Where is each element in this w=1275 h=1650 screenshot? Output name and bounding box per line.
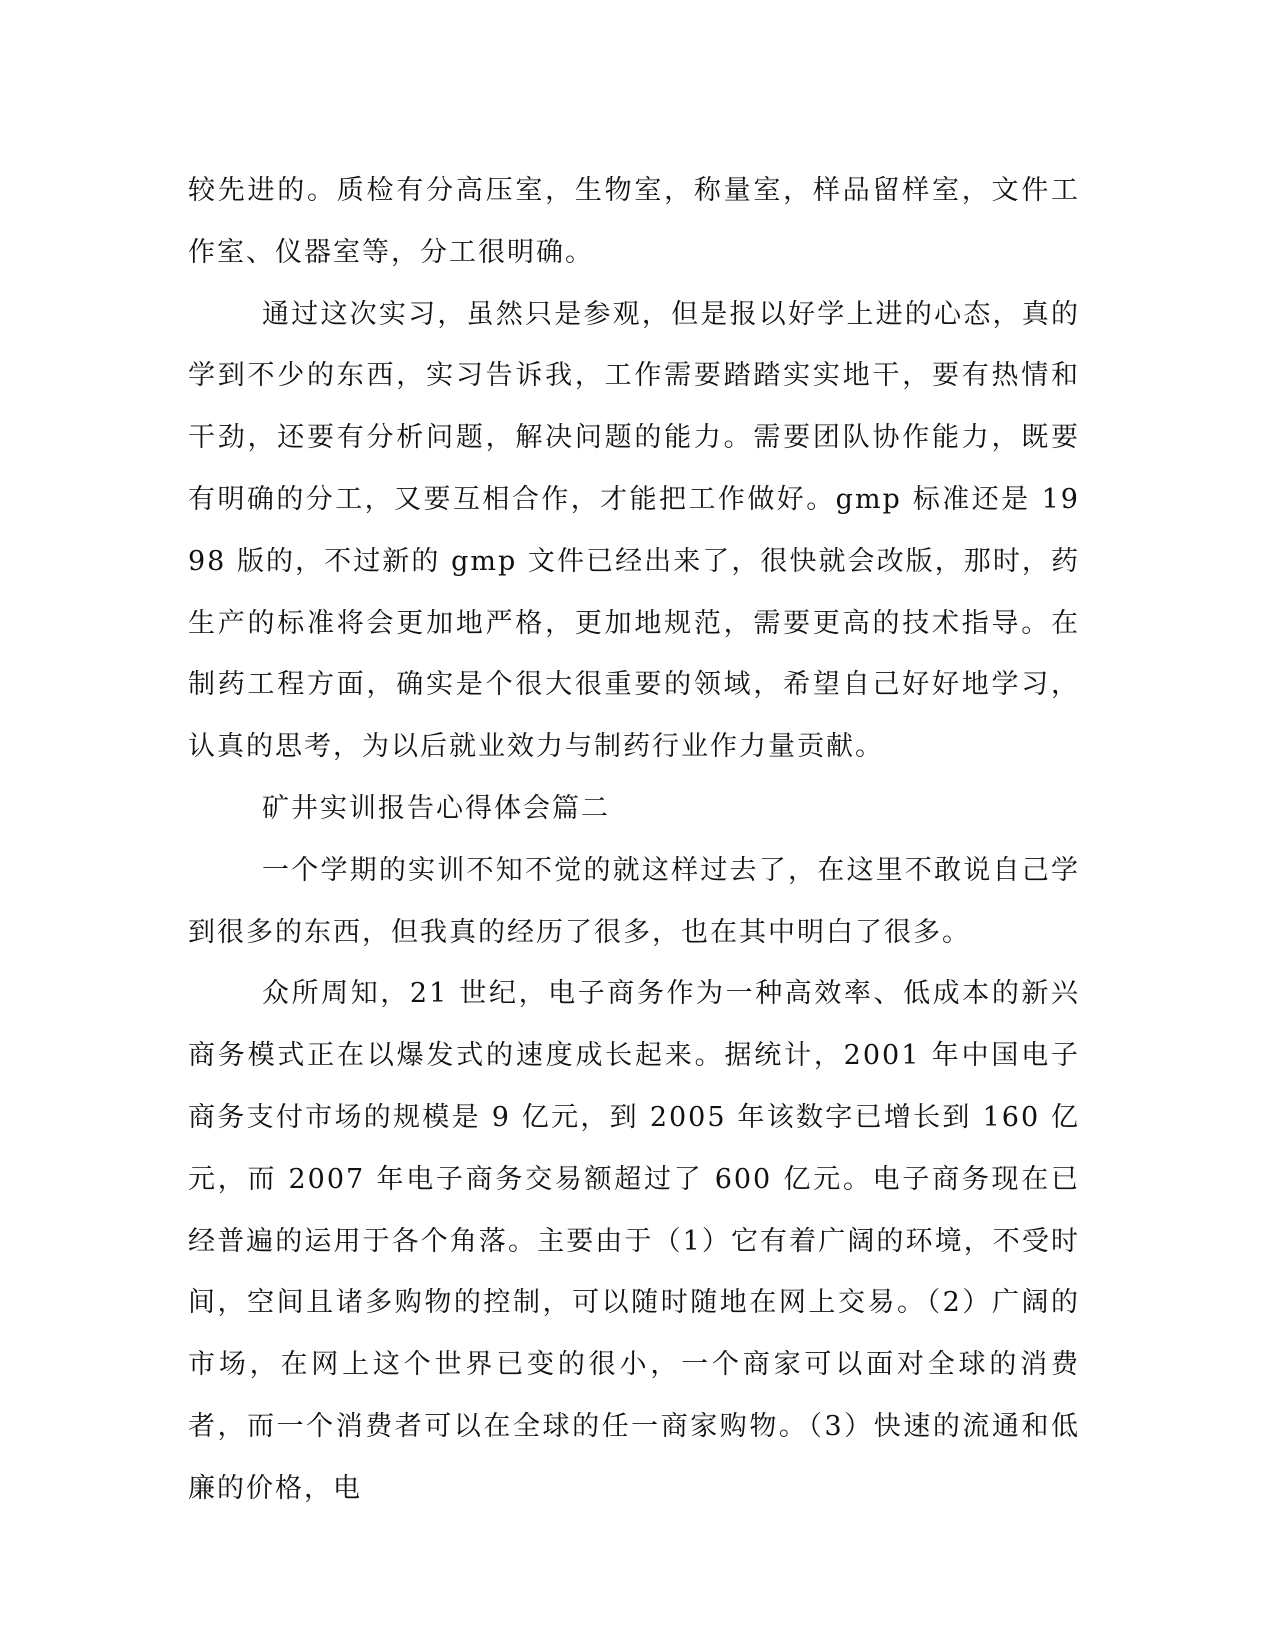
paragraph-1: 较先进的。质检有分高压室，生物室，称量室，样品留样室，文件工作室、仪器室等，分工很明确。	[188, 175, 1080, 268]
paragraph-4: 众所周知，21 世纪，电子商务作为一种高效率、低成本的新兴商务模式正在以爆发式的速度成长起来。据统计，2001 年中国电子商务支付市场的规模是 9 亿元，到 2005 年该数字已增长到 160 亿元，而 2007 年电子商务交易额超过了 600 亿元。电子商务现在已经普遍的运用于各个角落。主要由于（1）它有着广阔的环境，不受时间，空间且诸多购物的控制，可以随时随地在网上交易。（2）广阔的市场，在网上这个世界已变的很小，一个商家可以面对全球的消费者，而一个消费者可以在全球的任一商家购物。（3）快速的流通和低廉的价格，电	[188, 978, 1080, 1504]
paragraph-2: 通过这次实习，虽然只是参观，但是报以好学上进的心态，真的学到不少的东西，实习告诉我，工作需要踏踏实实地干，要有热情和干劲，还要有分析问题，解决问题的能力。需要团队协作能力，既要有明确的分工，又要互相合作，才能把工作做好。gmp 标准还是 1998 版的，不过新的 gmp 文件已经出来了，很快就会改版，那时，药生产的标准将会更加地严格，更加地规范，需要更高的技术指导。在制药工程方面，确实是个很大很重要的领域，希望自己好好地学习，认真的思考，为以后就业效力与制药行业作力量贡献。	[188, 298, 1080, 763]
section-heading: 矿井实训报告心得体会篇二	[262, 792, 610, 824]
paragraph-3: 一个学期的实训不知不觉的就这样过去了，在这里不敢说自己学到很多的东西，但我真的经历了很多，也在其中明白了很多。	[188, 854, 1080, 948]
document-body	[188, 160, 1080, 1520]
